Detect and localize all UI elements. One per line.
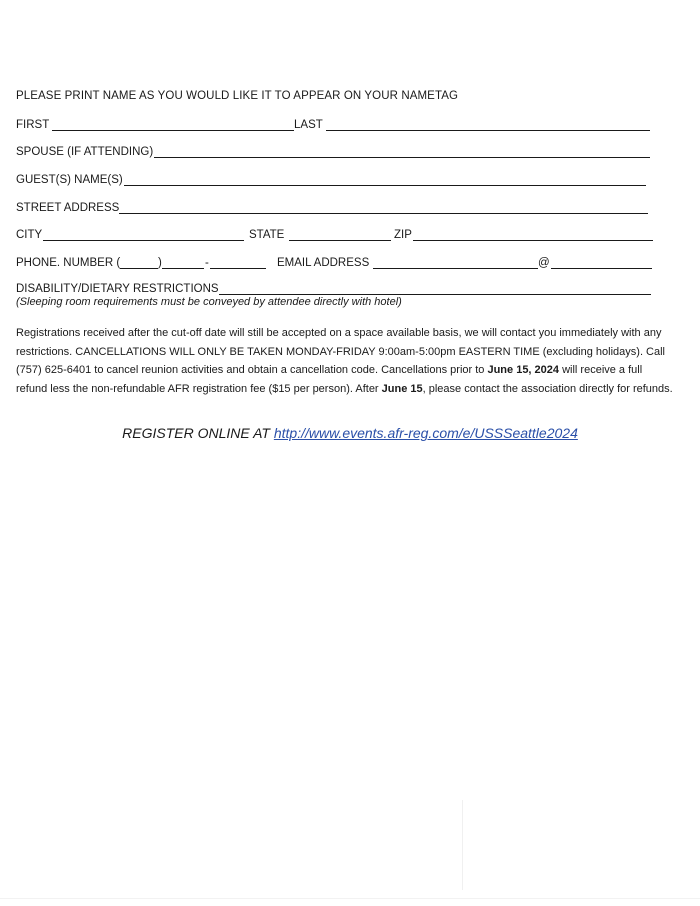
disability-label: DISABILITY/DIETARY RESTRICTIONS <box>16 283 219 295</box>
cancellation-policy <box>16 324 676 398</box>
guest-names-field[interactable] <box>124 185 646 186</box>
city-label: CITY <box>16 229 43 241</box>
state-field[interactable] <box>289 240 391 241</box>
policy-date-2: June 15 <box>381 382 423 395</box>
spouse-row <box>16 145 656 161</box>
email-label: EMAIL ADDRESS <box>277 257 370 269</box>
nametag-heading: PLEASE PRINT NAME AS YOU WOULD LIKE IT TO APPEAR ON YOUR NAMETAG <box>16 90 459 102</box>
guest-row <box>16 173 656 189</box>
email-domain-field[interactable] <box>551 268 652 269</box>
policy-date-1: June 15, 2024 <box>487 364 560 376</box>
policy-text-2: will receive a full refund less the non-refundable AFR registration fee ($15 per person). After <box>16 364 643 395</box>
phone-paren-close: ) <box>158 257 162 269</box>
phone-area-code-field[interactable] <box>120 268 158 269</box>
street-label: STREET ADDRESS <box>16 202 120 214</box>
first-name-field[interactable] <box>52 130 294 131</box>
city-field[interactable] <box>43 240 244 241</box>
phone-prefix-field[interactable] <box>162 268 204 269</box>
policy-text-1: Registrations received after the cut-off date will still be accepted on a space available basis, we will contact you immediately with any restrictions. CANCELLATIONS WILL ONLY BE TAKEN MONDAY-FRIDAY 9:00am-5:00pm EASTERN TIME (excluding holidays). Call (757) 625-6401 to cancel reunion activities and obtain a cancellation code. Cancellations prior to <box>16 327 665 376</box>
email-at-sign: @ <box>538 257 550 269</box>
spouse-field[interactable] <box>154 157 650 158</box>
email-user-field[interactable] <box>373 268 538 269</box>
last-label: LAST <box>294 119 323 131</box>
city-state-zip-row <box>16 228 656 244</box>
registration-link[interactable]: http://www.events.afr-reg.com/e/USSSeattle2024 <box>273 425 578 441</box>
street-row <box>16 201 656 217</box>
scan-edge-vertical <box>462 800 463 890</box>
state-label: STATE <box>249 229 285 241</box>
scan-edge-horizontal <box>0 898 700 899</box>
street-address-field[interactable] <box>119 213 648 214</box>
phone-dash: - <box>205 257 209 269</box>
spouse-label: SPOUSE (IF ATTENDING) <box>16 146 154 158</box>
register-prefix: REGISTER ONLINE AT <box>122 425 274 441</box>
phone-label: PHONE. NUMBER ( <box>16 257 121 269</box>
disability-field[interactable] <box>219 294 651 295</box>
phone-line-field[interactable] <box>210 268 266 269</box>
policy-text-3: , please contact the association directly for refunds. <box>422 382 673 395</box>
last-name-field[interactable] <box>326 130 650 131</box>
name-row <box>16 118 656 134</box>
zip-label: ZIP <box>394 229 412 241</box>
first-label: FIRST <box>16 119 50 131</box>
guest-label: GUEST(S) NAME(S) <box>16 174 123 186</box>
zip-field[interactable] <box>413 240 653 241</box>
register-online-line <box>0 425 700 441</box>
sleeping-room-note: (Sleeping room requirements must be conveyed by attendee directly with hotel) <box>16 296 402 308</box>
phone-email-row <box>16 256 656 272</box>
